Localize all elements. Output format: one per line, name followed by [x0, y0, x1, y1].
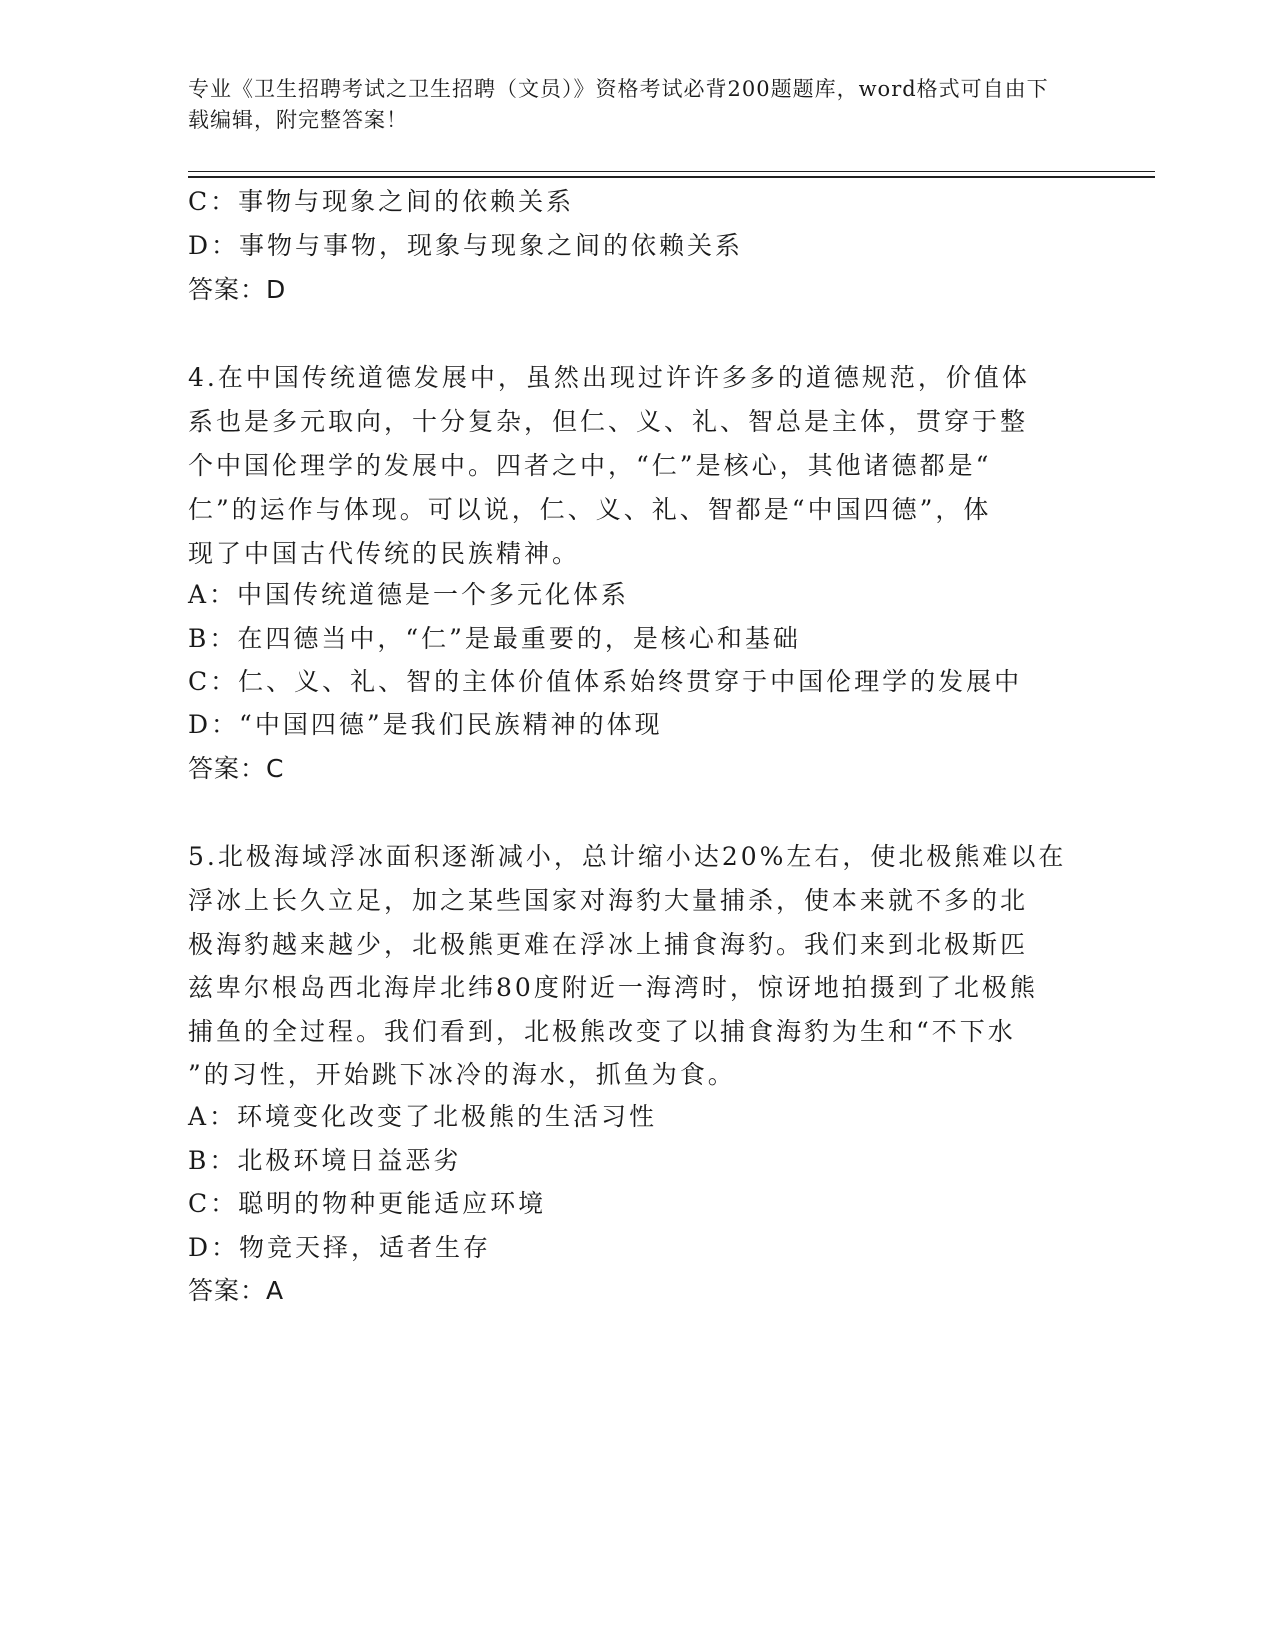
- header-rule-thin: [188, 171, 1155, 172]
- q5-stem-line: 兹卑尔根岛西北海岸北纬80度附近一海湾时，惊讶地拍摄到了北极熊: [188, 973, 1038, 1002]
- q4-stem-line: 4.在中国传统道德发展中，虽然出现过许许多多的道德规范，价值体: [188, 363, 1030, 392]
- q5-stem-line: 极海豹越来越少，北极熊更难在浮冰上捕食海豹。我们来到北极斯匹: [188, 930, 1029, 959]
- page-header: 专业《卫生招聘考试之卫生招聘（文员）》资格考试必背200题题库，word格式可自由下载编辑，附完整答案！: [188, 77, 1049, 132]
- q4-stem-line: 现了中国古代传统的民族精神。: [188, 539, 581, 568]
- q5-option-c: C：聪明的物种更能适应环境: [188, 1189, 547, 1218]
- q4-option-b: B：在四德当中，“仁”是最重要的，是核心和基础: [188, 624, 801, 653]
- header-rule-thick: [188, 176, 1155, 178]
- q4-option-a: A：中国传统道德是一个多元化体系: [188, 580, 630, 609]
- q3-answer: 答案：D: [188, 275, 287, 304]
- q5-stem-line: 浮冰上长久立足，加之某些国家对海豹大量捕杀，使本来就不多的北: [188, 886, 1029, 915]
- q4-stem-line: 个中国伦理学的发展中。四者之中，“仁”是核心，其他诸德都是“: [188, 451, 992, 480]
- q4-option-d: D：“中国四德”是我们民族精神的体现: [188, 710, 663, 739]
- q5-stem-line: 5.北极海域浮冰面积逐渐减小，总计缩小达20%左右，使北极熊难以在: [188, 842, 1067, 871]
- q3-option-c: C：事物与现象之间的依赖关系: [188, 187, 575, 216]
- q3-option-d: D：事物与事物，现象与现象之间的依赖关系: [188, 231, 744, 260]
- q4-answer: 答案：C: [188, 754, 285, 783]
- q4-stem-line: 仁”的运作与体现。可以说，仁、义、礼、智都是“中国四德”，体: [188, 495, 992, 524]
- q5-option-d: D：物竞天择，适者生存: [188, 1233, 492, 1262]
- q5-option-b: B：北极环境日益恶劣: [188, 1146, 462, 1175]
- q5-stem-line: 捕鱼的全过程。我们看到，北极熊改变了以捕食海豹为生和“不下水: [188, 1017, 1016, 1046]
- q5-option-a: A：环境变化改变了北极熊的生活习性: [188, 1102, 658, 1131]
- q4-stem-line: 系也是多元取向，十分复杂，但仁、义、礼、智总是主体，贯穿于整: [188, 407, 1029, 436]
- q5-stem-line: ”的习性，开始跳下冰冷的海水，抓鱼为食。: [188, 1060, 736, 1089]
- q5-answer: 答案：A: [188, 1276, 285, 1305]
- q4-option-c: C：仁、义、礼、智的主体价值体系始终贯穿于中国伦理学的发展中: [188, 667, 1023, 696]
